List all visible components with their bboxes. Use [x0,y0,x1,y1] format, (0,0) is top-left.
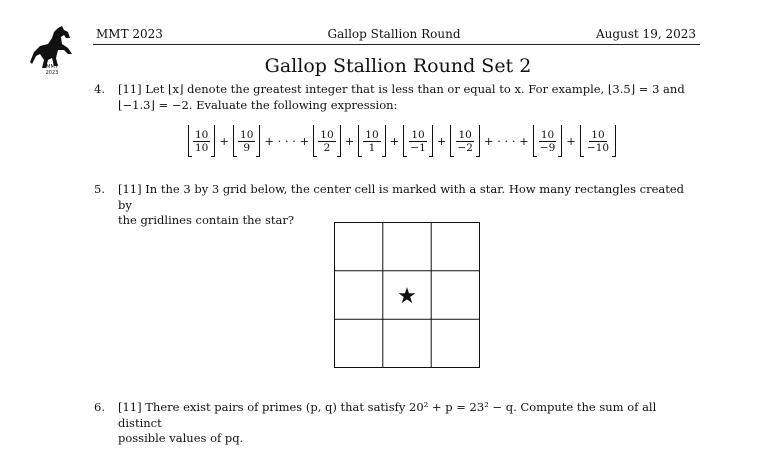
fraction-denominator: −2 [457,141,473,154]
plus-sign: + [566,134,576,148]
page-title: Gallop Stallion Round Set 2 [264,55,532,77]
problem-text-line: [11] Let ⌊x⌋ denote the greatest integer that is less than or equal to x. For example, ⌊3.5⌋ = 3 and [118,82,685,96]
fraction-denominator: 1 [368,141,376,154]
fraction-numerator: 10 [458,128,472,141]
ellipsis: + · · · + [483,134,529,148]
problem-6 [94,400,700,447]
fraction-denominator: −9 [539,141,556,154]
header-date: August 19, 2023 [595,27,696,41]
problem-number: 5. [94,182,105,196]
problem-number: 4. [94,82,105,96]
fraction-numerator: 10 [411,128,425,141]
fraction-numerator: 10 [365,128,379,141]
plus-sign: + [219,134,230,148]
floor-term [313,124,340,158]
floor-term [188,124,215,158]
plus-sign: + [389,134,400,148]
floor-term [358,124,385,158]
floor-term [450,124,479,158]
fraction-numerator: 10 [591,128,605,141]
header-round: Gallop Stallion Round [327,27,461,41]
problem-number: 6. [94,400,105,414]
problem-text-line: the gridlines contain the star? [118,213,295,227]
header-rule [93,44,700,45]
three-by-three-grid [334,222,480,368]
ellipsis: + · · · + [264,134,310,148]
floor-term [533,124,562,158]
plus-sign: + [436,134,447,148]
problem-text-line: [11] In the 3 by 3 grid below, the center cell is marked with a star. How many rectangles created by [118,182,685,212]
floor-sum-expression [188,124,616,158]
floor-term [233,124,260,158]
fraction-denominator: −10 [586,141,610,154]
logo-text-year: 2023 [45,70,59,76]
floor-term [580,124,616,158]
fraction-numerator: 10 [240,128,254,141]
fraction-denominator: 2 [323,141,331,154]
fraction-denominator: −1 [410,141,426,154]
fraction-numerator: 10 [195,128,209,141]
problem-text-line: ⌊−1.3⌋ = −2. Evaluate the following expression: [118,97,398,112]
fraction-numerator: 10 [540,128,555,141]
plus-sign: + [344,134,355,148]
fraction-denominator: 9 [243,141,251,154]
logo-text-mmt: MMT [46,64,58,70]
problem-text-line: [11] There exist pairs of primes (p, q) that satisfy 20² + p = 23² − q. Compute the sum of all distinct [118,400,657,430]
fraction-denominator: 10 [195,141,209,154]
star-icon: ★ [397,284,417,309]
problem-text-line: possible values of pq. [118,431,244,445]
header-competition: MMT 2023 [96,27,163,41]
problem-4 [94,82,700,113]
floor-term [403,124,432,158]
fraction-numerator: 10 [320,128,334,141]
